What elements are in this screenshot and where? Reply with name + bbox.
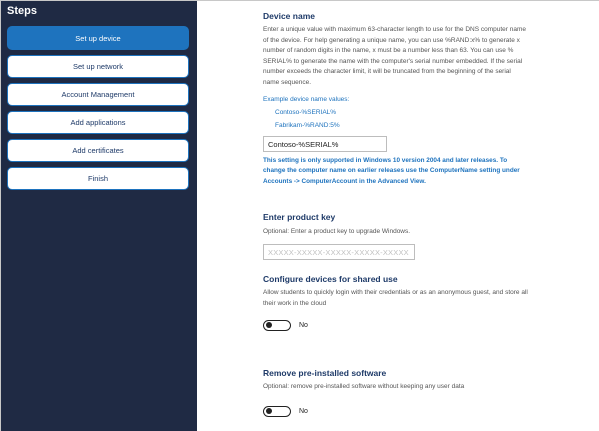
shared-use-toggle-label: No xyxy=(299,322,308,329)
description-line: number of random digits in the name, x must be a number less than 63. You can use % xyxy=(263,47,514,55)
description-line: of the device. For help generating a unique name, you can use %RAND:x% to generate x xyxy=(263,36,520,44)
step-set-up-device[interactable] xyxy=(7,26,189,50)
step-label: Finish xyxy=(87,174,108,183)
description-line: Enter a unique value with maximum 63-character length to use for the DNS computer name xyxy=(263,26,527,33)
remove-software-description: Optional: remove pre-installed software without keeping any user data xyxy=(263,383,465,390)
toggle-knob xyxy=(266,408,272,414)
step-label: Set up network xyxy=(72,62,124,71)
step-label: Account Management xyxy=(61,90,135,99)
step-label: Set up device xyxy=(75,33,121,43)
step-add-certificates[interactable] xyxy=(7,139,189,162)
step-add-applications[interactable] xyxy=(7,111,189,134)
step-label: Add applications xyxy=(70,118,126,127)
settings-content xyxy=(197,1,599,431)
remove-software-toggle-row xyxy=(263,406,308,417)
step-account-management[interactable] xyxy=(7,83,189,106)
shared-use-description xyxy=(263,288,589,309)
device-name-input[interactable] xyxy=(263,136,387,152)
product-key-description: Optional: Enter a product key to upgrade Windows. xyxy=(263,228,411,235)
example-value: Contoso-%SERIAL% xyxy=(275,109,337,116)
description-line: name sequence. xyxy=(263,78,312,86)
description-line: SERIAL% to generate the name with the computer's serial number embedded. If the serial xyxy=(263,57,523,65)
examples-label: Example device name values: xyxy=(263,96,350,103)
remove-software-toggle-label: No xyxy=(299,408,308,415)
note-line: Accounts -> ComputerAccount in the Advanced View. xyxy=(263,177,426,185)
remove-software-heading: Remove pre-installed software xyxy=(263,368,387,378)
step-finish[interactable] xyxy=(7,167,189,190)
device-name-note xyxy=(263,156,589,187)
shared-use-toggle-row xyxy=(263,320,308,331)
step-label: Add certificates xyxy=(72,146,124,155)
device-name-description xyxy=(263,25,589,89)
example-value: Fabrikam-%RAND:5% xyxy=(275,122,340,129)
description-line: Allow students to quickly login with their credentials or as an anonymous guest, and store all xyxy=(263,289,528,296)
note-line: change the computer name on earlier releases use the ComputerName setting under xyxy=(263,167,520,175)
steps-title: Steps xyxy=(7,5,37,17)
shared-use-heading: Configure devices for shared use xyxy=(263,274,398,284)
step-set-up-network[interactable] xyxy=(7,55,189,78)
steps-panel xyxy=(1,1,197,431)
device-name-heading: Device name xyxy=(263,11,315,21)
product-key-heading: Enter product key xyxy=(263,212,336,222)
description-line: number exceeds the character limit, it will be truncated from the beginning of the serial xyxy=(263,68,511,76)
toggle-knob xyxy=(266,322,272,328)
remove-software-toggle[interactable] xyxy=(263,406,291,417)
description-line: their work in the cloud xyxy=(263,299,327,307)
product-key-input[interactable] xyxy=(263,244,415,260)
shared-use-toggle[interactable] xyxy=(263,320,291,331)
note-line: This setting is only supported in Windows 10 version 2004 and later releases. To xyxy=(263,157,508,164)
